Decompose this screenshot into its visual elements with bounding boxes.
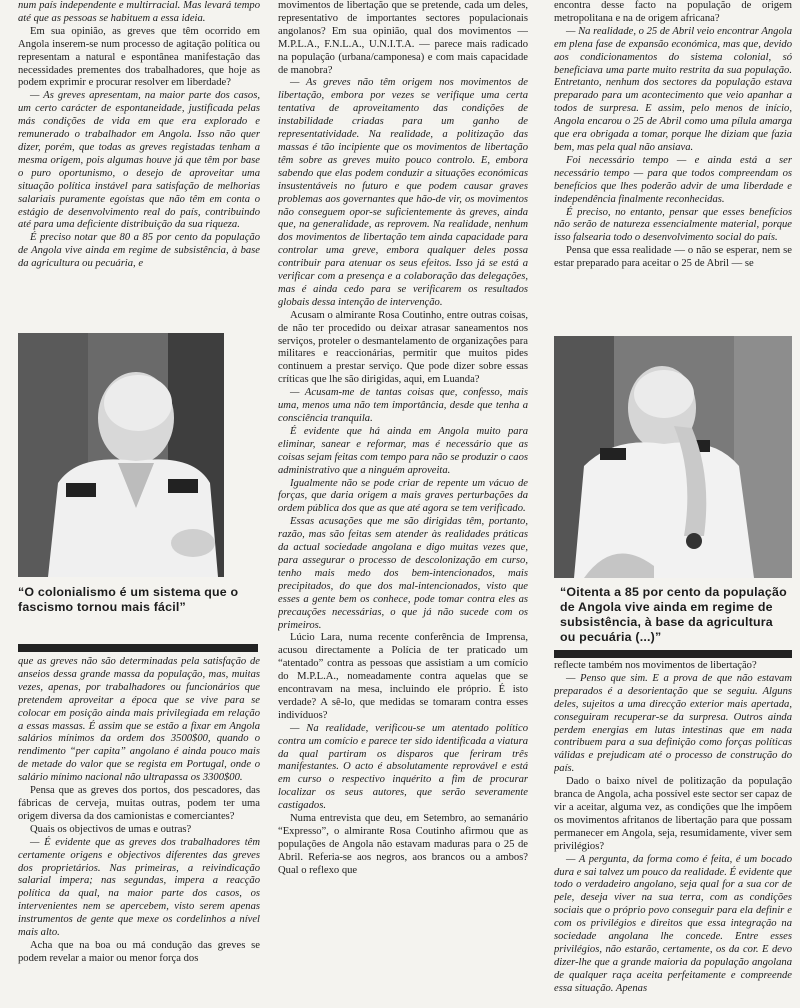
article-text bbox=[554, 660, 792, 996]
paragraph: — Na realidade, verificou-se um atentado político contra um comício e parece ter sido identificada a viatura da qual partiram os disparos que feriram três manifestantes. O acto é absolutamente reprovável e está em curso o respectivo inquérito a fim de procurar localizar os seus autores, que serão severamente castigados. bbox=[278, 722, 528, 812]
paragraph: É preciso notar que 80 a 85 por cento da população de Angola vive ainda em regime de subsistência, à base da agricultura ou pecuária, e bbox=[18, 232, 260, 270]
paragraph: movimentos de libertação que se pretende, cada um deles, representativo de importantes sectores populacionais angolanos? Em sua opinião, qual dos movimentos — M.P.L.A., F.N.L.A., U.N.I.T.A. — parece mais radicado na população (urbana/camponesa) e com mais capacidade de manobra? bbox=[278, 0, 528, 76]
paragraph: É evidente que há ainda em Angola muito para eliminar, sanear e reformar, mas é necessário que as coisas sejam feitas com tempo para não se produzir o caos administrativo que a ninguém aproveita. bbox=[278, 425, 528, 476]
section-divider bbox=[18, 644, 258, 652]
paragraph: Foi necessário tempo — e ainda está a ser necessário tempo — para que todos compreendam os benefícios que lhes poderão advir de uma liberdade e independência finalmente reconhecidas. bbox=[554, 154, 792, 205]
article-text bbox=[278, 0, 528, 878]
paragraph: Essas acusações que me são dirigidas têm, portanto, razão, mas são feitas sem atender às realidades práticas da actual sociedade angolana e digo muitas vezes que, para assegurar o processo de descolonização em curso, tenho mais medo dos bem-intencionados, mais precipitados, do que dos mal-intencionados, visto que esses a gente bem os conhece, pode tomar contra eles as precauções necessárias, o que já não sucede com os primeiros. bbox=[278, 516, 528, 631]
photo-caption-left: “O colonialismo é um sistema que o fascismo tornou mais fácil” bbox=[18, 585, 239, 614]
paragraph: Pensa que as greves dos portos, dos pescadores, das fábricas de cerveja, muitas outras, podem ter uma origem diversa da dos camionistas e comerciantes? bbox=[18, 785, 260, 822]
paragraph: Igualmente não se pode criar de repente um vácuo de forças, que daria origem a mais graves perturbações da ordem pública dos que as que até agora se tem verificado. bbox=[278, 477, 528, 515]
article-text bbox=[554, 0, 792, 271]
column-2 bbox=[278, 0, 528, 1008]
paragraph: Pensa que essa realidade — o não se esperar, nem se estar preparado para aceitar o 25 de Abril — se bbox=[554, 245, 792, 270]
article-text bbox=[18, 656, 260, 966]
column-1-bottom bbox=[18, 656, 260, 1008]
paragraph: Quais os objectivos de umas e outras? bbox=[30, 823, 192, 835]
column-3-bottom bbox=[554, 660, 792, 1008]
paragraph: — As greves apresentam, na maior parte dos casos, um certo carácter de espontaneidade, justificada pelas más condições de vida em que era explorado e remunerado o trabalhador em Angola. Isso não quer dizer, porém, que todas as greves registadas tenham a mesma origem, pois algumas houve já que têm por base o puro oportunismo, o desejo de aproveitar uma situação política instável para satisfação de melhorias salariais puramente egoístas que não têm em conta o estágio de desenvolvimento real do país, contribuindo até para uma deficiente distribuição da sua riqueza. bbox=[18, 90, 260, 231]
paragraph: reflecte também nos movimentos de libertação? bbox=[554, 660, 757, 671]
paragraph: Lúcio Lara, numa recente conferência de Imprensa, acusou directamente a Polícia de ter praticado um “atentado” contra as pessoas que assistiam a um comício do M.P.L.A., nomeadamente contra aquelas que se encontravam na mesa, incluindo ele próprio. É isto verdade? A sê-lo, que medidas se tomaram contra esses indivíduos? bbox=[278, 632, 528, 721]
paragraph: — É evidente que as greves dos trabalhadores têm certamente origens e objectivos diferentes das greves dos proprietários. Nas primeiras, a reivindicação salarial impera; nas segundas, impera a reacção política da qual, na maior parte dos casos, os intervenientes nem se apercebem, visto serem apenas instrumentos de gente que mexe os cordelinhos a nível mais alto. bbox=[18, 836, 260, 939]
paragraph: encontra desse facto na população de origem metropolitana e na de origem africana? bbox=[554, 0, 792, 24]
paragraph: — Na realidade, o 25 de Abril veio encontrar Angola em plena fase de expansão económica, mas que, devido aos condicionamentos do sistema colonial, só beneficiava uma parte muito restrita da sua população. Entretanto, nenhum dos sectores da população estava preparado para um acontecimento que veio apanhar a todos de surpresa. E assim, pelo menos de início, Angola encarou o 25 de Abril como uma pílula amarga que era obrigada a tomar, porque lhe diziam que fazia bem, mas pela qual não ansiava. bbox=[554, 25, 792, 153]
paragraph: Numa entrevista que deu, em Setembro, ao semanário “Expresso”, o almirante Rosa Coutinho afirmou que as populações de Angola não estavam maduras para o 25 de Abril. Referia-se aos negros, aos brancos ou a ambos? Qual o reflexo que bbox=[278, 813, 528, 876]
article-text bbox=[18, 0, 260, 271]
column-3-top bbox=[554, 0, 792, 324]
paragraph: Dado o baixo nível de politização da população branca de Angola, acha possível este sector ser capaz de vir a aceitar, alguma vez, as condições que lhe impõem os movimentos afritanos de libertação para que possam permanecer em Angola, seja, resumidamente, viver sem privilégios? bbox=[554, 776, 792, 852]
photo-caption-right: “Oitenta a 85 por cento da população de Angola vive ainda em regime de subsistência, à base da agricultura ou pecuária (...)” bbox=[560, 585, 787, 644]
admiral-portrait-photo bbox=[18, 333, 224, 577]
paragraph: — Penso que sim. E a prova de que não estavam preparados é a desorientação que se seguiu. Alguns deles, sujeitos a uma direcção exterior mais apertada, conseguiram recuperar-se da surpresa. Outros ainda perdem energias em lutas intestinas que em nada contribuem para a sua definição como forças políticas válidas e prejudicam até o processo de construção do país. bbox=[554, 672, 792, 775]
column-1-top bbox=[18, 0, 260, 314]
section-divider bbox=[554, 650, 792, 658]
paragraph: num país independente e multirracial. Mas levará tempo até que as pessoas se habituem a essa ideia. bbox=[18, 0, 260, 24]
paragraph: — A pergunta, da forma como é feita, é um bocado dura e sai talvez um pouco da realidade. É evidente que todo o verdadeiro angolano, seja qual for a sua cor de pele, deseja viver na sua terra, com as condições sociais que o próprio povo conseguir para ela definir e com os privilégios e direitos que essa integração na sociedade angolana lhe concede. Entre esses privilégios, não estarão, certamente, os da cor. E devo dizer-lhe que a grande maioria da população angolana de qualquer raça aceita perfeitamente e compreende essa situação. Apenas bbox=[554, 853, 792, 994]
paragraph: que as greves não são determinadas pela satisfação de anseios dessa grande massa da população, mas, muitas vezes, apenas, por trabalhadores ou funcionários que pretendem aproveitar a época que se vive para se colocar em posição ainda mais privilegiada em relação a essas massas. É assim que se estão a fixar em Angola salários mínimos da ordem dos 3500$00, quando o rendimento “per capita” angolano é ainda pouco mais de metade do valor que se regista em Portugal, onde o salário mínimo nacional não ultrapassa os 3300$00. bbox=[18, 656, 260, 784]
paragraph: Acusam o almirante Rosa Coutinho, entre outras coisas, de não ter procedido ou deixar atrasar saneamentos nos serviços, proteler o desmantelamento de organizações para militares e reaccionárias, permitir que muitos pides continuem a prestar serviço. Que pode dizer sobre essas críticas que lhe são dirigidas, aqui, em Luanda? bbox=[278, 309, 528, 386]
admiral-thinking-photo bbox=[554, 336, 792, 578]
paragraph: — Acusam-me de tantas coisas que, confesso, mais uma, menos uma não tem importância, desde que tenha a consciência tranquila. bbox=[278, 387, 528, 424]
paragraph: Em sua opinião, as greves que têm ocorrido em Angola inserem-se num processo de agitação política ou representam a natural e espontânea manifestação das necessidades prementes dos trabalhadores, que hoje as podem exprimir e procurar resolver em liberdade? bbox=[18, 25, 260, 89]
paragraph: É preciso, no entanto, pensar que esses benefícios não serão de natureza essencialmente material, porque isso falsearia todo o desenvolvimento social do país. bbox=[554, 206, 792, 244]
paragraph: Acha que na boa ou má condução das greves se podem revelar a maior ou menor força dos bbox=[18, 939, 260, 964]
paragraph: — As greves não têm origem nos movimentos de libertação, embora por vezes se verifique uma certa tentativa de aproveitamento das condições de instabilidade criadas para um ganho de representatividade. Na realidade, a politização das massas é tão incipiente que os movimentos de libertação têm sobre as greves muito pouco controlo. E, embora sabendo que elas podem conduzir a situações económicas insustentáveis no futuro e que podem causar graves problemas aos governantes que hão-de vir, os movimentos não conseguem opor-se suficientemente às greves, ainda que, na generalidade, as reprovem. Na realidade, nenhum dos movimentos de libertação tem ainda capacidade para controlar uma greve, embora qualquer deles possa contribuir para atenuar os seus efeitos. Isso já se está a verificar com a presença e a colaboração das delegações, mas é ainda cedo para se verificarem os resultados globais dessa intenção de intervenção. bbox=[278, 77, 528, 308]
